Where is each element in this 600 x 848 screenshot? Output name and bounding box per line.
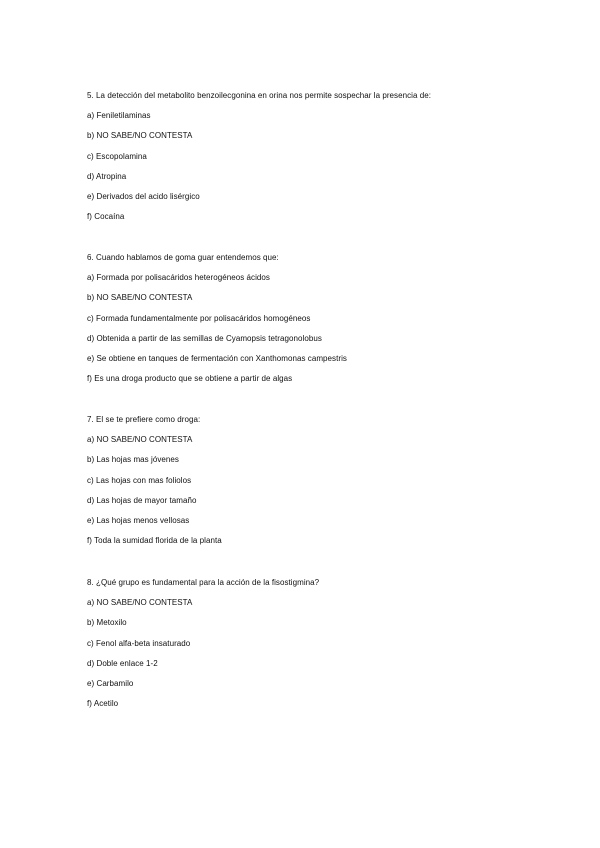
question-6 bbox=[87, 252, 557, 384]
question-7-option-b: b) Las hojas mas jóvenes bbox=[87, 455, 179, 465]
question-6-option-d: d) Obtenida a partir de las semillas de Cyamopsis tetragonolobus bbox=[87, 333, 322, 343]
question-5-option-c: c) Escopolamina bbox=[87, 151, 147, 161]
question-5-option-a: a) Feniletilaminas bbox=[87, 111, 151, 121]
question-8-text: 8. ¿Qué grupo es fundamental para la acción de la fisostigmina? bbox=[87, 578, 320, 587]
question-6-option-a: a) Formada por polisacáridos heterogéneos ácidos bbox=[87, 273, 270, 283]
question-6-option-c: c) Formada fundamentalmente por polisacáridos homogéneos bbox=[87, 313, 311, 323]
question-8-options bbox=[87, 597, 557, 709]
question-7 bbox=[87, 414, 557, 546]
question-7-option-c: c) Las hojas con mas foliolos bbox=[87, 475, 192, 485]
question-8-option-d: d) Doble enlace 1-2 bbox=[87, 658, 158, 668]
question-5-option-b: b) NO SABE/NO CONTESTA bbox=[87, 131, 193, 141]
question-7-option-d: d) Las hojas de mayor tamaño bbox=[87, 495, 197, 505]
question-6-option-f: f) Es una droga producto que se obtiene a partir de algas bbox=[87, 374, 293, 384]
question-7-option-a: a) NO SABE/NO CONTESTA bbox=[87, 435, 193, 445]
question-7-option-e: e) Las hojas menos vellosas bbox=[87, 515, 190, 525]
question-6-option-b: b) NO SABE/NO CONTESTA bbox=[87, 293, 193, 303]
question-8-option-a: a) NO SABE/NO CONTESTA bbox=[87, 598, 193, 608]
question-5-option-e: e) Derivados del acido lisérgico bbox=[87, 191, 200, 201]
question-8-option-c: c) Fenol alfa-beta insaturado bbox=[87, 638, 191, 648]
question-8-option-e: e) Carbamilo bbox=[87, 678, 134, 688]
question-7-text: 7. El se te prefiere como droga: bbox=[87, 415, 201, 424]
question-5 bbox=[87, 90, 557, 222]
question-6-options bbox=[87, 272, 557, 384]
question-6-option-e: e) Se obtiene en tanques de fermentación con Xanthomonas campestris bbox=[87, 353, 347, 363]
question-8-option-f: f) Acetilo bbox=[87, 699, 119, 709]
question-6-text: 6. Cuando hablamos de goma guar entendemos que: bbox=[87, 253, 279, 262]
question-8 bbox=[87, 577, 557, 709]
question-7-option-f: f) Toda la sumidad florida de la planta bbox=[87, 536, 222, 546]
question-5-text: 5. La detección del metabolito benzoilecgonina en orina nos permite sospechar la presencia de: bbox=[87, 91, 432, 100]
question-5-options bbox=[87, 110, 557, 222]
question-5-option-d: d) Atropina bbox=[87, 171, 127, 181]
question-5-option-f: f) Cocaína bbox=[87, 212, 125, 222]
question-7-options bbox=[87, 434, 557, 546]
question-8-option-b: b) Metoxilo bbox=[87, 618, 127, 628]
